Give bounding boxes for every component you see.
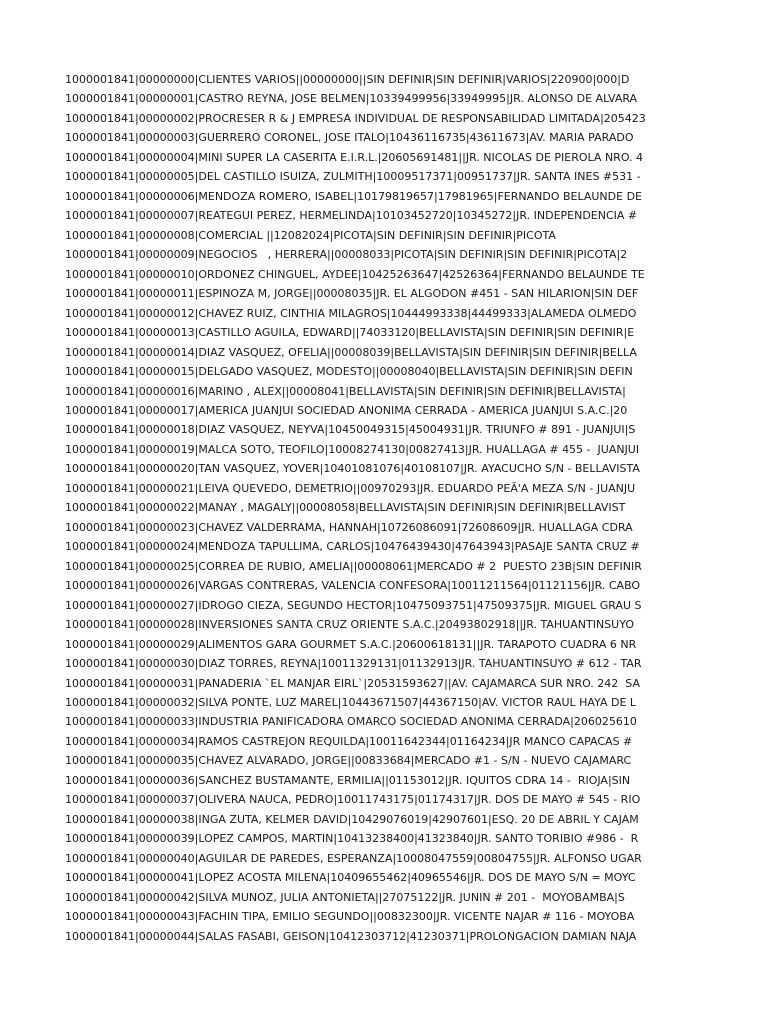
record-line: 1000001841|00000024|MENDOZA TAPULLIMA, CARLOS|10476439430|47643943|PASAJE SANTA CRUZ # <box>65 540 640 554</box>
record-line: 1000001841|00000015|DELGADO VASQUEZ, MODESTO||00008040|BELLAVISTA|SIN DEFINIR|SIN DEFIN <box>65 365 633 379</box>
record-line: 1000001841|00000041|LOPEZ ACOSTA MILENA|10409655462|40965546|JR. DOS DE MAYO S/N = MOYC <box>65 871 636 885</box>
record-line: 1000001841|00000009|NEGOCIOS , HERRERA||00008033|PICOTA|SIN DEFINIR|SIN DEFINIR|PICOTA|2 <box>65 248 628 262</box>
record-line: 1000001841|00000008|COMERCIAL ||12082024|PICOTA|SIN DEFINIR|SIN DEFINIR|PICOTA <box>65 228 556 242</box>
record-line: 1000001841|00000027|IDROGO CIEZA, SEGUNDO HECTOR|10475093751|47509375|JR. MIGUEL GRAU S <box>65 598 642 612</box>
record-line: 1000001841|00000036|SANCHEZ BUSTAMANTE, ERMILIA||01153012|JR. IQUITOS CDRA 14 - RIOJA|SIN <box>65 773 631 787</box>
record-line: 1000001841|00000031|PANADERIA `EL MANJAR EIRL`|20531593627||AV. CAJAMARCA SUR NRO. 242 SA <box>65 676 640 690</box>
record-line: 1000001841|00000034|RAMOS CASTREJON REQUILDA|10011642344|01164234|JR MANCO CAPACAS # <box>65 734 636 748</box>
record-line: 1000001841|00000035|CHAVEZ ALVARADO, JORGE||00833684|MERCADO #1 - S/N - NUEVO CAJAMARC <box>65 754 632 768</box>
record-line: 1000001841|00000023|CHAVEZ VALDERRAMA, HANNAH|10726086091|72608609|JR. HUALLAGA CDRA <box>65 520 633 534</box>
record-line: 1000001841|00000044|SALAS FASABI, GEISON|10412303712|41230371|PROLONGACION DAMIAN NAJA <box>65 929 637 943</box>
record-line: 1000001841|00000021|LEIVA QUEVEDO, DEMETRIO||00970293|JR. EDUARDO PEÃ'A MEZA S/N - JUANJU <box>65 481 636 495</box>
record-line: 1000001841|00000025|CORREA DE RUBIO, AMELIA||00008061|MERCADO # 2 PUESTO 23B|SIN DEFINIR <box>65 559 642 573</box>
record-line: 1000001841|00000039|LOPEZ CAMPOS, MARTIN|10413238400|41323840|JR. SANTO TORIBIO #986 - R <box>65 832 639 846</box>
record-line: 1000001841|00000016|MARINO , ALEX||00008041|BELLAVISTA|SIN DEFINIR|SIN DEFINIR|BELLAVISTA| <box>65 384 626 398</box>
record-line: 1000001841|00000042|SILVA MUNOZ, JULIA ANTONIETA||27075122|JR. JUNIN # 201 - MOYOBAMBA|S <box>65 890 625 904</box>
record-line: 1000001841|00000004|MINI SUPER LA CASERITA E.I.R.L.|20605691481||JR. NICOLAS DE PIEROLA NRO. 4 <box>65 150 644 164</box>
record-line: 1000001841|00000014|DIAZ VASQUEZ, OFELIA||00008039|BELLAVISTA|SIN DEFINIR|SIN DEFINIR|BELLA <box>65 345 637 359</box>
record-line: 1000001841|00000040|AGUILAR DE PAREDES, ESPERANZA|10008047559|00804755|JR. ALFONSO UGAR <box>65 851 642 865</box>
record-line: 1000001841|00000010|ORDONEZ CHINGUEL, AYDEE|10425263647|42526364|FERNANDO BELAUNDE TE <box>65 267 645 281</box>
record-line: 1000001841|00000033|INDUSTRIA PANIFICADORA OMARCO SOCIEDAD ANONIMA CERRADA|206025610 <box>65 715 637 729</box>
record-line: 1000001841|00000020|TAN VASQUEZ, YOVER|10401081076|40108107|JR. AYACUCHO S/N - BELLAVISTA <box>65 462 640 476</box>
record-line: 1000001841|00000005|DEL CASTILLO ISUIZA, ZULMITH|10009517371|00951737|JR. SANTA INES #531 - <box>65 170 645 184</box>
record-line: 1000001841|00000030|DIAZ TORRES, REYNA|10011329131|01132913|JR. TAHUANTINSUYO # 612 - TAR <box>65 657 642 671</box>
record-line: 1000001841|00000043|FACHIN TIPA, EMILIO SEGUNDO||00832300|JR. VICENTE NAJAR # 116 - MOYOBA <box>65 910 635 924</box>
record-line: 1000001841|00000003|GUERRERO CORONEL, JOSE ITALO|10436116735|43611673|AV. MARIA PARADO <box>65 131 634 145</box>
record-line: 1000001841|00000013|CASTILLO AGUILA, EDWARD||74033120|BELLAVISTA|SIN DEFINIR|SIN DEFINIR|E <box>65 326 635 340</box>
record-line: 1000001841|00000002|PROCRESER R & J EMPRESA INDIVIDUAL DE RESPONSABILIDAD LIMITADA|205423 <box>65 111 646 125</box>
record-line: 1000001841|00000038|INGA ZUTA, KELMER DAVID|10429076019|42907601|ESQ. 20 DE ABRIL Y CAJAM <box>65 812 639 826</box>
record-line: 1000001841|00000029|ALIMENTOS GARA GOURMET S.A.C.|20600618131||JR. TARAPOTO CUADRA 6 NR <box>65 637 637 651</box>
record-line: 1000001841|00000018|DIAZ VASQUEZ, NEYVA|10450049315|45004931|JR. TRIUNFO # 891 - JUANJUI|S <box>65 423 636 437</box>
record-line: 1000001841|00000007|REATEGUI PEREZ, HERMELINDA|10103452720|10345272|JR. INDEPENDENCIA # <box>65 209 638 223</box>
record-line: 1000001841|00000006|MENDOZA ROMERO, ISABEL|10179819657|17981965|FERNANDO BELAUNDE DE <box>65 189 642 203</box>
record-line: 1000001841|00000011|ESPINOZA M, JORGE||00008035|JR. EL ALGODON #451 - SAN HILARION|SIN DEF <box>65 287 639 301</box>
record-line: 1000001841|00000026|VARGAS CONTRERAS, VALENCIA CONFESORA|10011211564|01121156|JR. CABO <box>65 579 641 593</box>
record-line: 1000001841|00000028|INVERSIONES SANTA CRUZ ORIENTE S.A.C.|20493802918||JR. TAHUANTINSUYO <box>65 618 634 632</box>
record-line: 1000001841|00000000|CLIENTES VARIOS||00000000||SIN DEFINIR|SIN DEFINIR|VARIOS|220900|000|D <box>65 73 630 86</box>
record-list <box>65 70 658 946</box>
record-line: 1000001841|00000037|OLIVERA NAUCA, PEDRO|10011743175|01174317|JR. DOS DE MAYO # 545 - RIO <box>65 793 641 807</box>
record-line: 1000001841|00000012|CHAVEZ RUIZ, CINTHIA MILAGROS|10444993338|44499333|ALAMEDA OLMEDO <box>65 306 637 320</box>
record-line: 1000001841|00000017|AMERICA JUANJUI SOCIEDAD ANONIMA CERRADA - AMERICA JUANJUI S.A.C.|20 <box>65 403 628 417</box>
record-line: 1000001841|00000019|MALCA SOTO, TEOFILO|10008274130|00827413|JR. HUALLAGA # 455 - JUANJUI <box>65 442 640 456</box>
record-line: 1000001841|00000032|SILVA PONTE, LUZ MAREL|10443671507|44367150|AV. VICTOR RAUL HAYA DE L <box>65 696 637 709</box>
record-line: 1000001841|00000022|MANAY , MAGALY||00008058|BELLAVISTA|SIN DEFINIR|SIN DEFINIR|BELLAVIST <box>65 501 626 515</box>
record-line: 1000001841|00000001|CASTRO REYNA, JOSE BELMEN|10339499956|33949995|JR. ALONSO DE ALVARA <box>65 92 638 106</box>
